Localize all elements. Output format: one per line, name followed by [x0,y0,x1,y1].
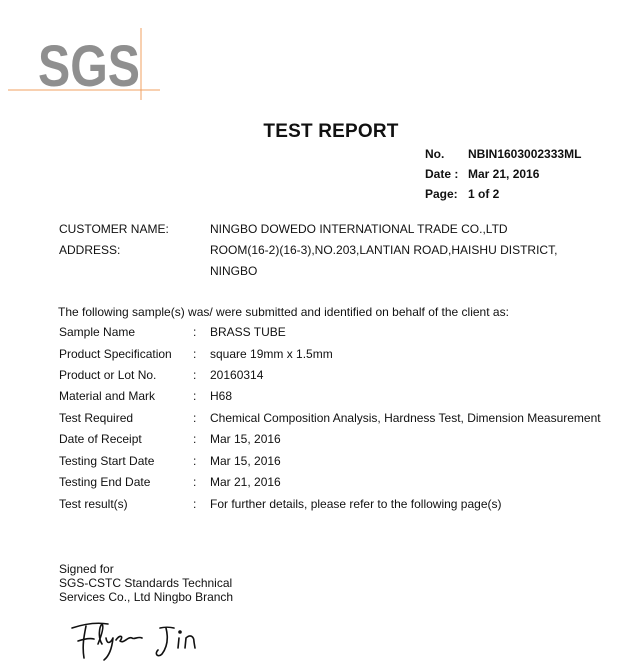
report-page-label: Page: [425,187,458,201]
sample-label: Product Specification [59,347,172,361]
sample-value: Chemical Composition Analysis, Hardness Test, Dimension Measurement [210,411,601,425]
sample-value: Mar 15, 2016 [210,454,281,468]
sample-value: square 19mm x 1.5mm [210,347,333,361]
signatory-line-2: Services Co., Ltd Ningbo Branch [59,590,234,604]
report-number-label: No. [425,147,445,161]
address-label: ADDRESS: [59,243,121,257]
separator-colon: : [193,432,197,446]
sample-label: Sample Name [59,325,136,339]
separator-colon: : [193,475,197,489]
sample-value: For further details, please refer to the following page(s) [210,497,502,511]
signatory-line-1: SGS-CSTC Standards Technical [59,576,233,590]
separator-colon: : [193,497,197,511]
separator-colon: : [193,347,197,361]
separator-colon: : [193,454,197,468]
customer-name-value: NINGBO DOWEDO INTERNATIONAL TRADE CO.,LTD [210,222,508,236]
sample-label: Test Required [59,411,134,425]
sample-label: Date of Receipt [59,432,142,446]
intro-text: The following sample(s) was/ were submitted and identified on behalf of the client as: [58,305,509,319]
report-page [425,187,500,201]
report-title: TEST REPORT [263,121,399,142]
address-line-2: NINGBO [210,264,258,278]
sample-value: H68 [210,389,233,403]
address-line-1: ROOM(16-2)(16-3),NO.203,LANTIAN ROAD,HAISHU DISTRICT, [210,243,558,257]
sample-label: Testing End Date [59,475,151,489]
report-date-label: Date : [425,167,459,181]
sample-value: Mar 21, 2016 [210,475,281,489]
sample-label: Material and Mark [59,389,156,403]
separator-colon: : [193,368,197,382]
report-date-value: Mar 21, 2016 [468,167,540,181]
report-date [425,167,540,181]
report-page-value: 1 of 2 [468,187,500,201]
handwritten-signature [62,614,212,662]
separator-colon: : [193,389,197,403]
report-number [425,147,582,161]
sample-label: Product or Lot No. [59,368,157,382]
logo-text: SGS [38,34,140,99]
sample-label: Test result(s) [59,497,128,511]
separator-colon: : [193,325,197,339]
sample-value: BRASS TUBE [210,325,286,339]
separator-colon: : [193,411,197,425]
signed-for-line: Signed for [59,562,114,576]
sgs-logo [8,28,160,100]
sample-value: 20160314 [210,368,264,382]
customer-name-label: CUSTOMER NAME: [59,222,169,236]
sample-value: Mar 15, 2016 [210,432,281,446]
report-number-value: NBIN1603002333ML [468,147,582,161]
sample-label: Testing Start Date [59,454,155,468]
